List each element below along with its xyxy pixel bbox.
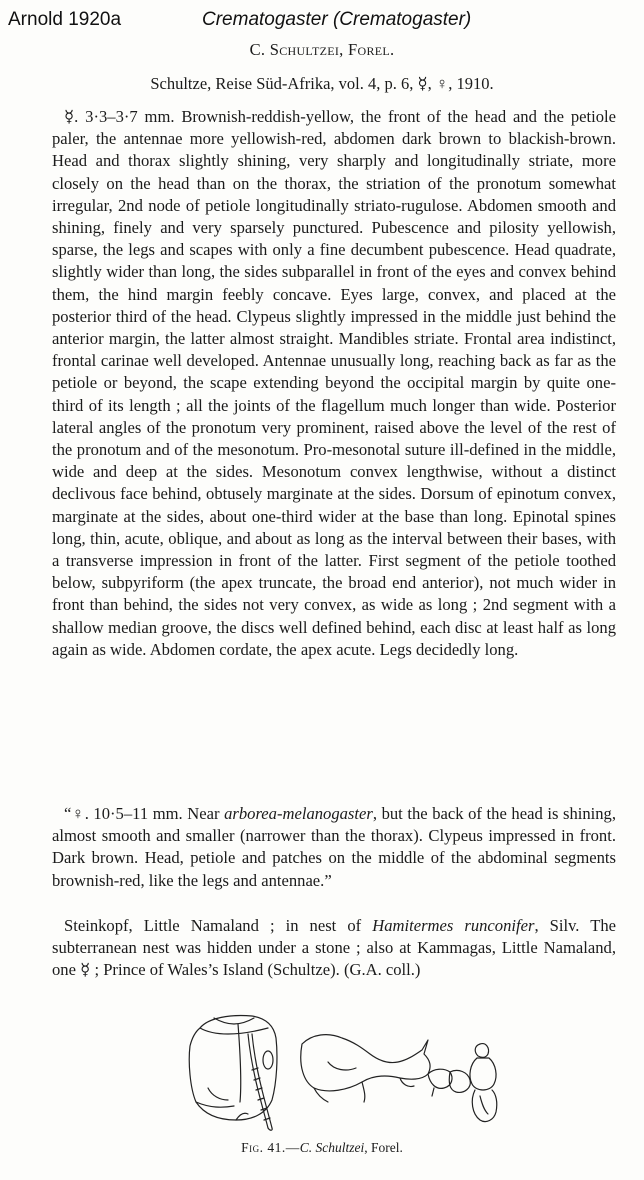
female-description bbox=[52, 803, 616, 892]
figure-author: , Forel. bbox=[364, 1140, 403, 1155]
citation: Schultze, Reise Süd-Afrika, vol. 4, p. 6, ☿, ♀, 1910. bbox=[150, 74, 494, 93]
localities-species: Hamitermes runconifer bbox=[372, 916, 535, 935]
petiole-dorsal-drawing bbox=[470, 1044, 497, 1122]
figure-caption bbox=[0, 1140, 644, 1156]
figure-label: Fig. 41.— bbox=[241, 1140, 300, 1155]
reference-label: Arnold 1920a bbox=[8, 9, 122, 30]
antenna-drawing bbox=[248, 1034, 272, 1130]
head-drawing bbox=[189, 1016, 277, 1121]
female-description-end: , but the back of the head is shining, almost smooth and smaller (narrower than the thorax). Clypeus impressed in front. Dark brown. Head, petiole and patches on the middle of the abdominal segments brownish-red, like the legs and antennae.” bbox=[52, 804, 617, 890]
thorax-drawing bbox=[301, 1035, 430, 1102]
figure-species-name: C. Schultzei bbox=[299, 1140, 365, 1155]
ant-figure-illustration bbox=[178, 1010, 508, 1132]
page-header bbox=[8, 9, 638, 35]
localities bbox=[52, 915, 616, 982]
female-description-species: arborea-melanogaster bbox=[224, 804, 373, 823]
female-description-start: “♀. 10·5–11 mm. Near bbox=[64, 804, 225, 823]
localities-end: , Silv. The subterranean nest was hidden under a stone ; also at Kammagas, Little Namaland, one ☿ ; Prince of Wales’s Island (Schultze). (G.A. coll.) bbox=[52, 916, 616, 980]
taxon-label: Crematogaster (Crematogaster) bbox=[202, 9, 472, 30]
species-heading: C. Schultzei, Forel. bbox=[249, 40, 395, 59]
petiole-drawing bbox=[428, 1069, 470, 1096]
localities-start: Steinkopf, Little Namaland ; in nest of bbox=[64, 916, 373, 935]
worker-description: ☿. 3·3–3·7 mm. Brownish-reddish-yellow, the front of the head and the petiole paler, the antennae more yellowish-red, abdomen dark brown to blackish-brown. Head and thorax slightly shining, very sharply and longitudinally striate, more closely on the head than on the thorax, the striation of the pronotum somewhat irregular, 2nd node of petiole longitudinally striato-rugulose. Abdomen smooth and shining, finely and very sparsely punctured. Pubescence and pilosity yellowish, sparse, the legs and scapes with only a fine decumbent pubescence. Head quadrate, slightly wider than long, the sides subparallel in front of the eyes and convex behind them, the hind margin feebly concave. Eyes large, convex, and placed at the posterior third of the head. Clypeus slightly impressed in the middle just behind the anterior margin, the latter almost straight. Mandibles striate. Frontal area indistinct, frontal carinae well developed. Antennae unusually long, reaching back as far as the petiole or beyond, the scape extending beyond the occipital margin by quite one-third of its length ; all the joints of the flagellum much longer than wide. Posterior lateral angles of the pronotum very prominent, raised above the level of the rest of the pronotum and of the mesonotum. Pro-mesonotal suture ill-defined in the middle, wide and deep at the sides. Mesonotum convex lengthwise, without a distinct declivous face behind, obtusely marginate at the sides. Dorsum of epinotum convex, marginate at the sides, about one-third wider at the base than long. Epinotal spines long, thin, acute, oblique, and about as long as the interval between their bases, with a transverse impression in front of the latter. First segment of the petiole toothed below, subpyriform (the apex truncate, the broad end anterior), not much wider in front than behind, the sides not very convex, as wide as long ; 2nd segment with a shallow median groove, the discs well defined behind, each disc at least half as long again as wide. Abdomen cordate, the apex acute. Legs decidedly long. bbox=[52, 107, 616, 659]
